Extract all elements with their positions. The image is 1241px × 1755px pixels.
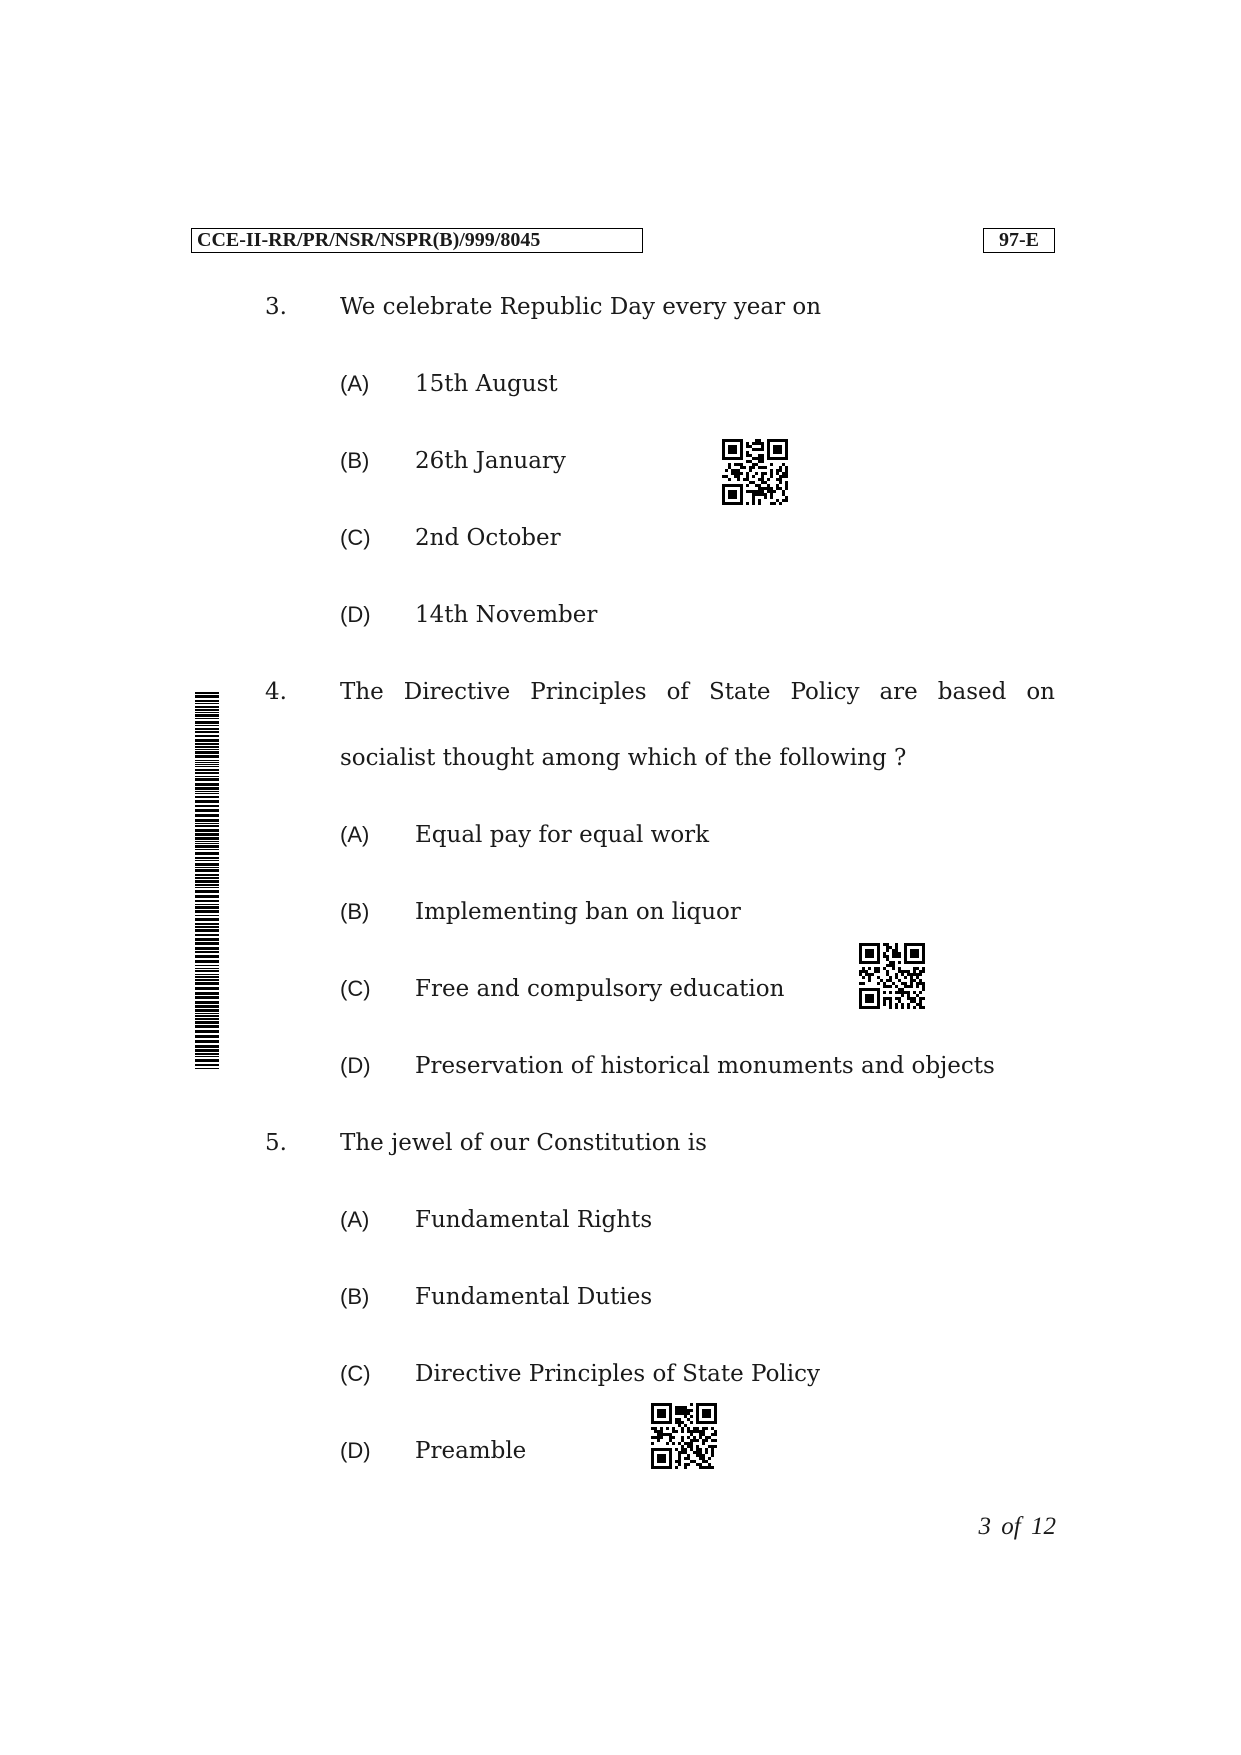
question-3-text: We celebrate Republic Day every year on (340, 294, 822, 320)
question-5-number: 5. (265, 1130, 287, 1156)
q4-option-b-text: Implementing ban on liquor (415, 899, 741, 925)
q5-option-a-label: (A) (340, 1207, 370, 1232)
series-code-box: 97-E (983, 228, 1055, 253)
q5-option-d-label: (D) (340, 1438, 371, 1463)
question-5-text: The jewel of our Constitution is (340, 1130, 707, 1156)
q4-option-c-text: Free and compulsory education (415, 976, 785, 1002)
barcode-icon (195, 692, 219, 1072)
question-4-text-line-1: The Directive Principles of State Policy are based on (340, 679, 1055, 705)
question-4-number: 4. (265, 679, 287, 705)
qr-code-icon (859, 943, 925, 1009)
q4-option-a-label: (A) (340, 822, 370, 847)
q4-option-d-text: Preservation of historical monuments and objects (415, 1053, 995, 1079)
exam-code-box: CCE-II-RR/PR/NSR/NSPR(B)/999/8045 (191, 228, 643, 253)
q5-option-a-text: Fundamental Rights (415, 1207, 653, 1233)
q3-option-b-text: 26th January (415, 448, 566, 474)
question-3-number: 3. (265, 294, 287, 320)
question-4-text-line-2: socialist thought among which of the following ? (340, 745, 907, 771)
q3-option-c-label: (C) (340, 525, 371, 550)
qr-code-icon (651, 1403, 717, 1469)
page-number: 3 of 12 (978, 1513, 1056, 1540)
qr-code-icon (722, 439, 788, 505)
q4-option-b-label: (B) (340, 899, 370, 924)
q5-option-b-text: Fundamental Duties (415, 1284, 653, 1310)
q5-option-b-label: (B) (340, 1284, 370, 1309)
q3-option-d-label: (D) (340, 602, 371, 627)
q4-option-c-label: (C) (340, 976, 371, 1001)
q3-option-a-text: 15th August (415, 371, 558, 397)
q3-option-d-text: 14th November (415, 602, 598, 628)
q3-option-c-text: 2nd October (415, 525, 561, 551)
q5-option-d-text: Preamble (415, 1438, 527, 1464)
q4-option-a-text: Equal pay for equal work (415, 822, 710, 848)
q5-option-c-text: Directive Principles of State Policy (415, 1361, 821, 1387)
q3-option-a-label: (A) (340, 371, 370, 396)
q3-option-b-label: (B) (340, 448, 370, 473)
q4-option-d-label: (D) (340, 1053, 371, 1078)
q5-option-c-label: (C) (340, 1361, 371, 1386)
